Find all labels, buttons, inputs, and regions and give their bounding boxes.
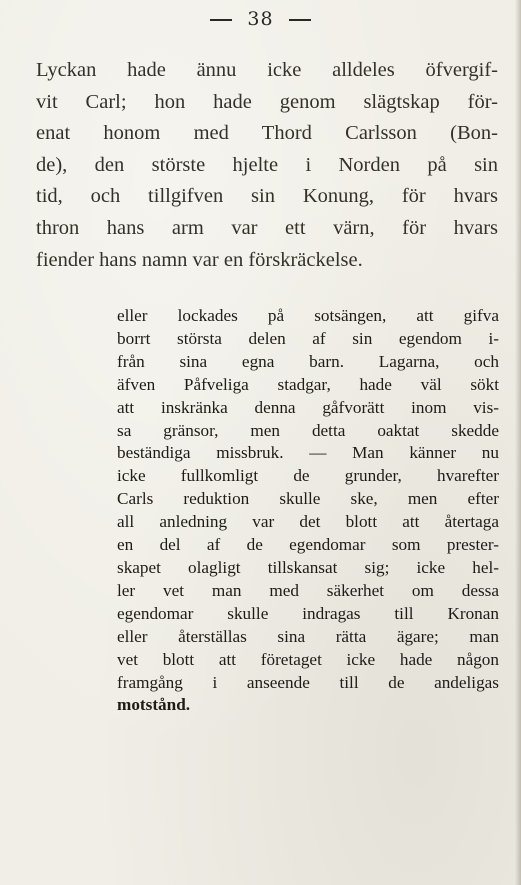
footnote-block	[117, 305, 499, 717]
footnote-line: icke fullkomligt de grunder, hvarefter	[117, 466, 499, 486]
header-dash-right	[289, 19, 311, 21]
footnote-line: äfven Påfveliga stadgar, hade väl sökt	[117, 374, 499, 394]
footnote-line: framgång i anseende till de andeligas	[117, 672, 499, 692]
text-line: de), den störste hjelte i Norden på sin	[36, 153, 498, 176]
text-line: Lyckan hade ännu icke alldeles öfvergif-	[36, 59, 498, 81]
footnote-line: en del af de egendomar som prester-	[117, 535, 499, 555]
footnote-line: skapet olagligt tillskansat sig; icke hel-	[117, 557, 499, 577]
text-line: enat honom med Thord Carlsson (Bon-	[36, 122, 498, 145]
footnote-line: beständiga missbruk. — Man känner nu	[117, 443, 499, 463]
footnote-line: sa gränsor, men detta oaktat skedde	[117, 420, 499, 440]
footnote-line: eller återställas sina rätta ägare; man	[117, 626, 499, 646]
footnote-line: all anledning var det blott att återtaga	[117, 512, 499, 532]
text-line: tid, och tillgifven sin Konung, för hvars	[36, 185, 498, 208]
footnote-line: motstånd.	[117, 695, 191, 715]
text-line: vit Carl; hon hade genom slägtskap för-	[36, 90, 498, 113]
footnote-line: Carls reduktion skulle ske, men efter	[117, 489, 499, 509]
footnote-line: från sina egna barn. Lagarna, och	[117, 351, 499, 371]
footnote-line: borrt största delen af sin egendom i-	[117, 328, 499, 348]
footnote-line: vet blott att företaget icke hade någon	[117, 649, 499, 669]
page-header	[0, 8, 521, 30]
page-edge-shadow	[515, 0, 521, 885]
footnote-line: ler vet man med säkerhet om dessa	[117, 580, 499, 600]
main-paragraph	[36, 55, 498, 276]
text-line: fiender hans namn var en förskräckelse.	[36, 248, 363, 271]
header-dash-left	[210, 19, 232, 21]
footnote-line: att inskränka denna gåfvorätt inom vis-	[117, 397, 499, 417]
footnote-line: egendomar skulle indragas till Kronan	[117, 603, 499, 623]
page-number: 38	[247, 8, 274, 30]
footnote-line: eller lockades på sotsängen, att gifva	[117, 306, 499, 325]
text-line: thron hans arm var ett värn, för hvars	[36, 216, 498, 239]
